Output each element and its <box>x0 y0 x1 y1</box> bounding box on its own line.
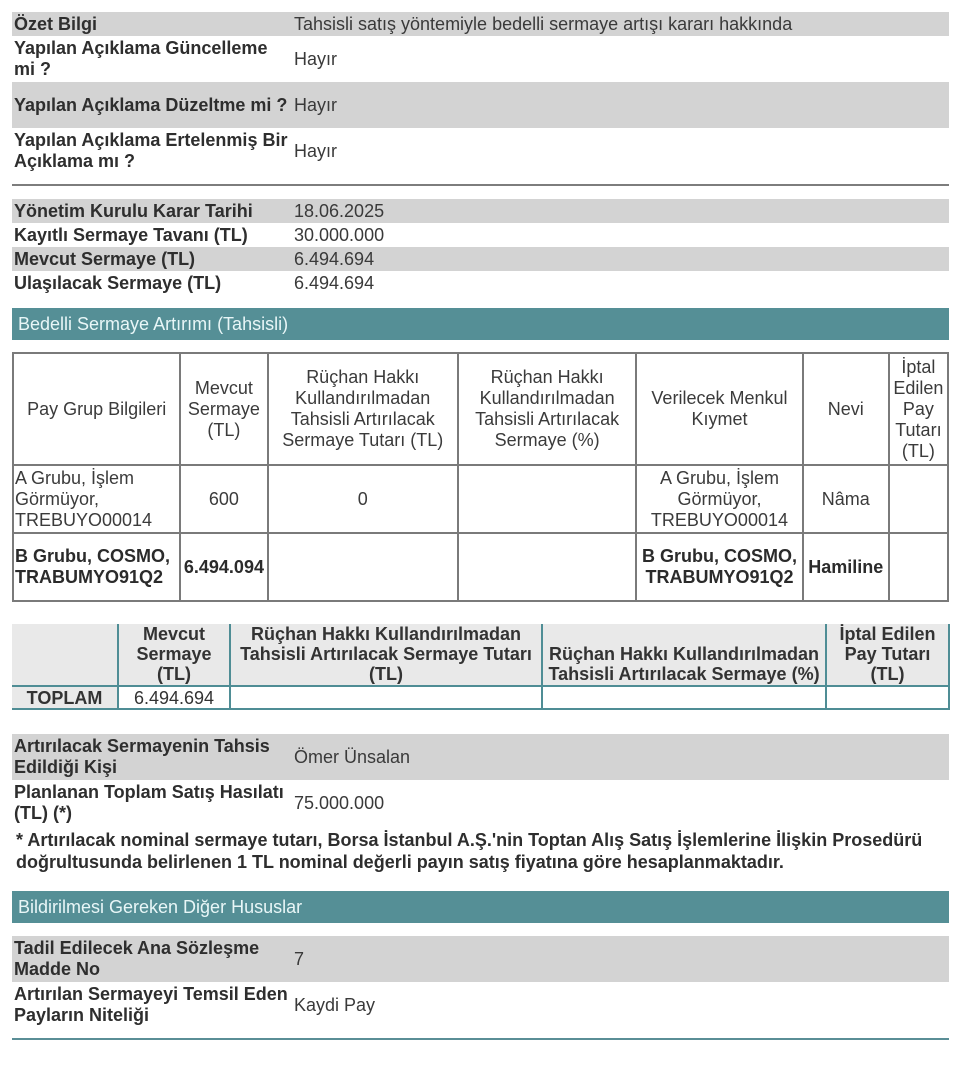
deferred-value: Hayır <box>294 140 338 161</box>
update-value: Hayır <box>294 48 338 69</box>
totals-row <box>12 686 949 709</box>
cell-group: B Grubu, COSMO, TRABUMYO91Q2 <box>13 533 180 601</box>
share-nature-row <box>12 982 949 1028</box>
current-cap-label: Mevcut Sermaye (TL) <box>12 247 292 271</box>
update-label: Yapılan Açıklama Güncelleme mi ? <box>14 38 268 79</box>
cell-amount: 0 <box>268 465 458 533</box>
cell-group: A Grubu, İşlem Görmüyor, TREBUYO00014 <box>13 465 180 533</box>
article-no-label: Tadil Edilecek Ana Sözleşme Madde No <box>12 936 292 982</box>
cell-amount <box>268 533 458 601</box>
cell-cancelled <box>889 533 948 601</box>
correction-value: Hayır <box>292 82 949 128</box>
summary-value: Tahsisli satış yöntemiyle bedelli sermaye artışı kararı hakkında <box>292 12 949 36</box>
planned-proceeds-value: 75.000.000 <box>294 792 385 813</box>
board-date-label: Yönetim Kurulu Karar Tarihi <box>12 199 292 223</box>
deferred-label: Yapılan Açıklama Ertelenmiş Bir Açıklama mı ? <box>14 130 288 171</box>
allocated-person-value: Ömer Ünsalan <box>292 734 949 780</box>
registered-cap-value: 30.000.000 <box>294 224 385 245</box>
cell-security: B Grubu, COSMO, TRABUMYO91Q2 <box>636 533 802 601</box>
registered-cap-row <box>12 223 949 247</box>
board-date-value: 18.06.2025 <box>292 199 949 223</box>
totals-header-amount: Rüçhan Hakkı Kullandırılmadan Tahsisli Artırılacak Sermaye Tutarı (TL) <box>230 624 542 686</box>
totals-table <box>12 624 950 710</box>
allocation-table <box>12 734 949 826</box>
planned-proceeds-label: Planlanan Toplam Satış Hasılatı (TL) (*) <box>14 782 284 823</box>
col-header-amount: Rüçhan Hakkı Kullandırılmadan Tahsisli Artırılacak Sermaye Tutarı (TL) <box>268 353 458 465</box>
correction-label: Yapılan Açıklama Düzeltme mi ? <box>12 82 292 128</box>
totals-current: 6.494.694 <box>118 686 230 709</box>
totals-header-cancelled: İptal Edilen Pay Tutarı (TL) <box>826 624 949 686</box>
col-header-group: Pay Grup Bilgileri <box>13 353 180 465</box>
cell-security: A Grubu, İşlem Görmüyor, TREBUYO00014 <box>636 465 802 533</box>
section-header-other-matters: Bildirilmesi Gereken Diğer Hususlar <box>12 891 949 923</box>
target-cap-row <box>12 271 949 295</box>
allocated-person-row <box>12 734 949 780</box>
share-group-table <box>12 352 949 602</box>
totals-header-blank <box>12 624 118 686</box>
correction-row <box>12 82 949 128</box>
table-row <box>13 533 948 601</box>
section-header-rights-issue: Bedelli Sermaye Artırımı (Tahsisli) <box>12 308 949 340</box>
cell-current: 600 <box>180 465 267 533</box>
col-header-current: Mevcut Sermaye (TL) <box>180 353 267 465</box>
col-header-type: Nevi <box>803 353 889 465</box>
board-date-row <box>12 199 949 223</box>
col-header-percent: Rüçhan Hakkı Kullandırılmadan Tahsisli Artırılacak Sermaye (%) <box>458 353 636 465</box>
share-nature-value: Kaydi Pay <box>294 994 376 1015</box>
other-matters-table <box>12 936 949 1028</box>
totals-amount <box>230 686 542 709</box>
article-no-value: 7 <box>292 936 949 982</box>
totals-label: TOPLAM <box>12 686 118 709</box>
target-cap-value: 6.494.694 <box>294 272 375 293</box>
deferred-row <box>12 128 949 174</box>
allocated-person-label: Artırılacak Sermayenin Tahsis Edildiği Kişi <box>12 734 292 780</box>
cell-percent <box>458 465 636 533</box>
registered-cap-label: Kayıtlı Sermaye Tavanı (TL) <box>14 224 248 245</box>
totals-header-percent: Rüçhan Hakkı Kullandırılmadan Tahsisli Artırılacak Sermaye (%) <box>542 624 826 686</box>
cell-cancelled <box>889 465 948 533</box>
bottom-divider <box>12 1038 949 1040</box>
table-row <box>13 465 948 533</box>
share-nature-label: Artırılan Sermayeyi Temsil Eden Payların Niteliği <box>14 984 288 1025</box>
target-cap-label: Ulaşılacak Sermaye (TL) <box>14 272 222 293</box>
current-cap-value: 6.494.694 <box>292 247 949 271</box>
totals-header-current: Mevcut Sermaye (TL) <box>118 624 230 686</box>
current-cap-row <box>12 247 949 271</box>
summary-row <box>12 12 949 36</box>
footnote: * Artırılacak nominal sermaye tutarı, Borsa İstanbul A.Ş.'nin Toptan Alış Satış İşlemlerine İlişkin Prosedürü doğrultusunda belirlenen 1 TL nominal değerli payın satış fiyatına göre hesaplanmaktadır. <box>16 830 923 872</box>
disclosure-page <box>12 12 949 1040</box>
col-header-cancelled: İptal Edilen Pay Tutarı (TL) <box>889 353 948 465</box>
update-row <box>12 36 949 82</box>
totals-cancelled <box>826 686 949 709</box>
share-group-header-row <box>13 353 948 465</box>
cell-current: 6.494.094 <box>180 533 267 601</box>
summary-label: Özet Bilgi <box>12 12 292 36</box>
col-header-security: Verilecek Menkul Kıymet <box>636 353 802 465</box>
totals-header-row <box>12 624 949 686</box>
cell-percent <box>458 533 636 601</box>
cell-type: Nâma <box>803 465 889 533</box>
summary-table <box>12 12 949 174</box>
cell-type: Hamiline <box>803 533 889 601</box>
totals-percent <box>542 686 826 709</box>
planned-proceeds-row <box>12 780 949 826</box>
article-no-row <box>12 936 949 982</box>
capital-table <box>12 199 949 295</box>
